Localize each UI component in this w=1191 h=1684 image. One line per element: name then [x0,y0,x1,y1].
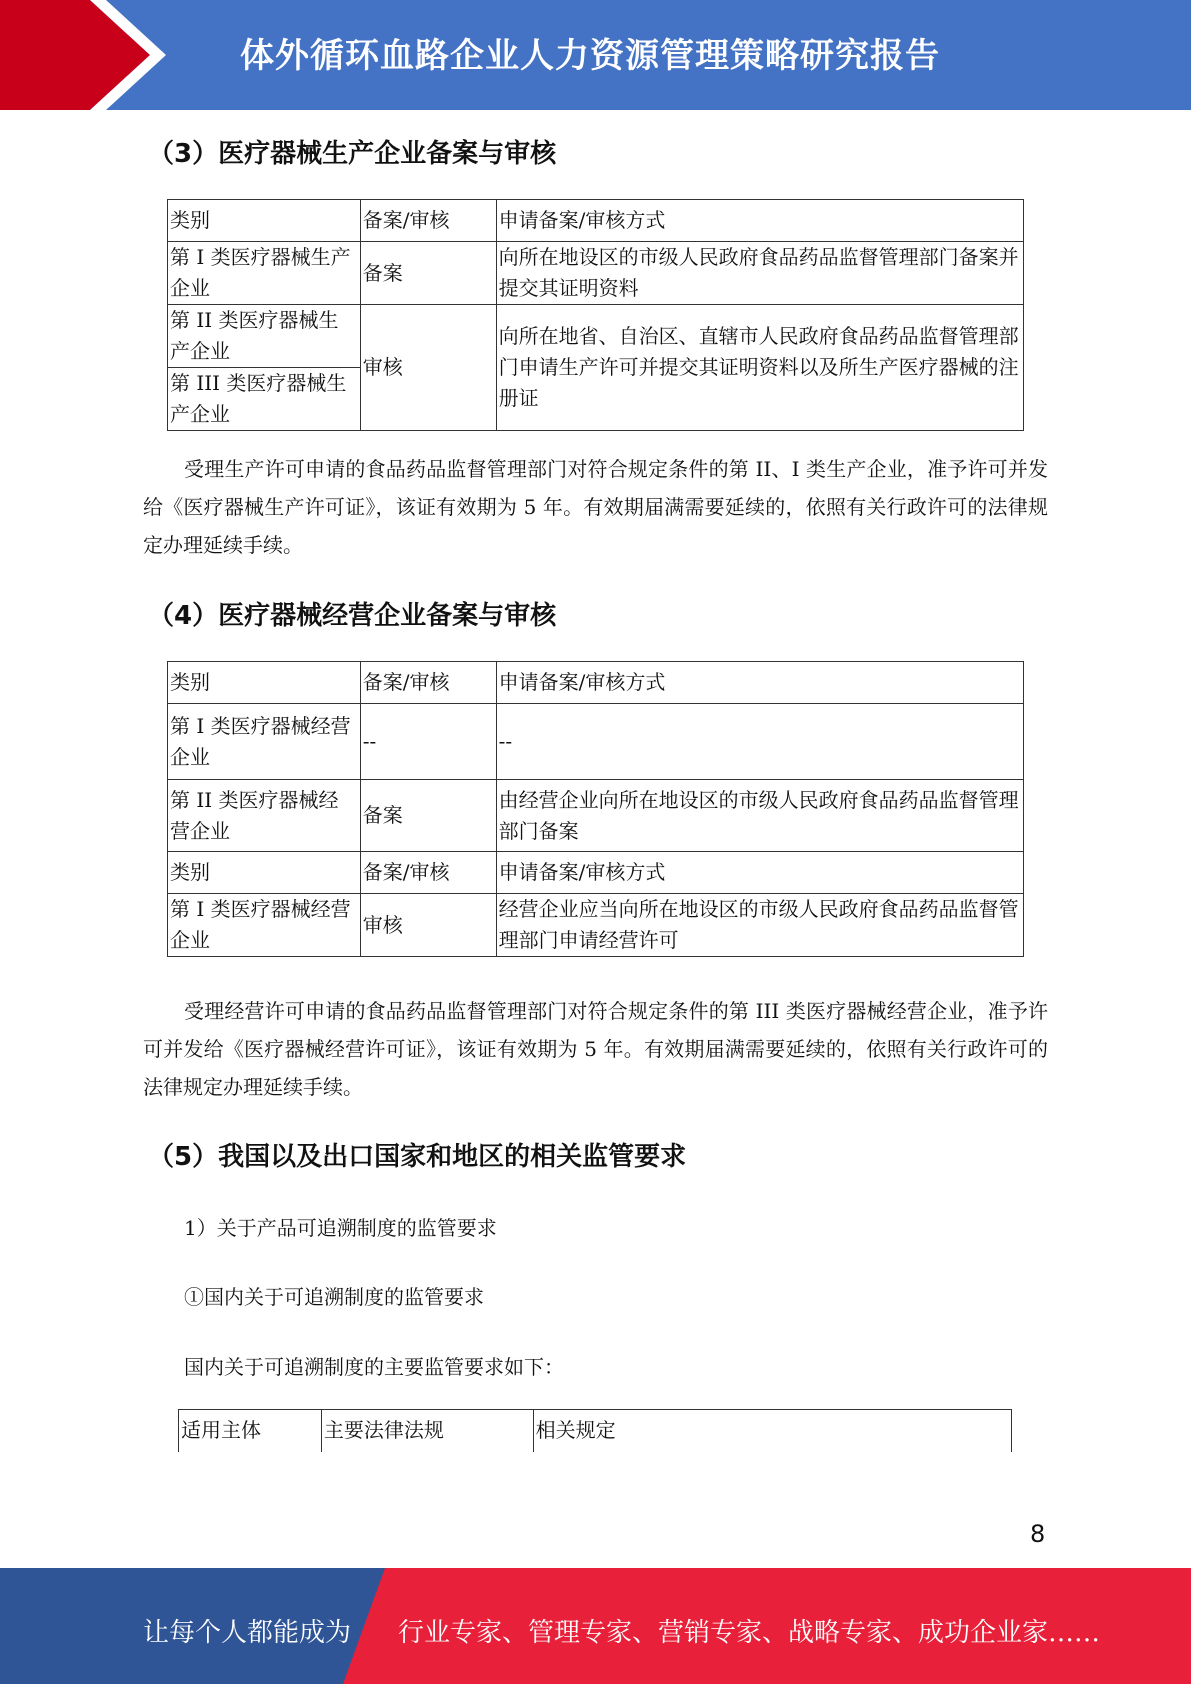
page-header [0,0,1191,110]
table-cell: 备案 [360,780,496,852]
table-cell: 第 II 类医疗器械生产企业 [168,305,361,368]
table-header-row [168,852,1024,894]
table-cell: -- [496,704,1023,780]
table-header-cell: 备案/审核 [360,200,496,242]
footer-slogan-right: 行业专家、管理专家、营销专家、战略专家、成功企业家…… [398,1618,1101,1648]
table-header-cell: 适用主体 [179,1410,322,1452]
table-cell: 审核 [360,894,496,957]
table-cell: 向所在地省、自治区、直辖市人民政府食品药品监督管理部门申请生产许可并提交其证明资料以及所生产医疗器械的注册证 [496,305,1023,431]
traceability-table [178,1409,1012,1452]
list-item: ①国内关于可追溯制度的监管要求 [184,1285,484,1309]
table-cell: 备案 [360,242,496,305]
table-cell: 经营企业应当向所在地设区的市级人民政府食品药品监督管理部门申请经营许可 [496,894,1023,957]
footer-slogan-left: 让每个人都能成为 [143,1618,352,1648]
table-cell: 第 I 类医疗器械经营企业 [168,704,361,780]
table-header-row [168,662,1024,704]
production-registration-table [167,199,1024,431]
table-cell: 第 I 类医疗器械生产企业 [168,242,361,305]
table-row [168,305,1024,368]
table-header-cell: 申请备案/审核方式 [496,852,1023,894]
table-row [168,780,1024,852]
table-cell: -- [360,704,496,780]
body-paragraph: 受理经营许可申请的食品药品监督管理部门对符合规定条件的第 III 类医疗器械经营企业，准予许可并发给《医疗器械经营许可证》，该证有效期为 5 年。有效期届满需要延续的，依照有关行政许可的法律规定办理延续手续。 [143,999,1048,1099]
table-header-cell: 主要法律法规 [321,1410,533,1452]
table-cell: 审核 [360,305,496,431]
table-header-cell: 相关规定 [533,1410,1011,1452]
page-number: 8 [1030,1520,1046,1548]
distribution-registration-table [167,661,1024,957]
table-header-cell: 备案/审核 [360,662,496,704]
page-footer [0,1568,1191,1684]
table-header-cell: 申请备案/审核方式 [496,662,1023,704]
table-cell: 第 III 类医疗器械生产企业 [168,368,361,431]
list-item: 1）关于产品可追溯制度的监管要求 [184,1216,497,1240]
table-cell: 由经营企业向所在地设区的市级人民政府食品药品监督管理部门备案 [496,780,1023,852]
list-item: 国内关于可追溯制度的主要监管要求如下： [184,1355,564,1379]
table-row [168,894,1024,957]
table-header-cell: 类别 [168,852,361,894]
table-row [168,704,1024,780]
table-header-row [179,1410,1012,1452]
body-paragraph: 受理生产许可申请的食品药品监督管理部门对符合规定条件的第 II、I 类生产企业，准予许可并发给《医疗器械生产许可证》，该证有效期为 5 年。有效期届满需要延续的，依照有关行政许可的法律规定办理延续手续。 [143,457,1048,557]
table-cell: 第 II 类医疗器械经营企业 [168,780,361,852]
table-header-row [168,200,1024,242]
section-heading: （5）我国以及出口国家和地区的相关监管要求 [148,1142,687,1172]
table-cell: 第 I 类医疗器械经营企业 [168,894,361,957]
section-heading: （3）医疗器械生产企业备案与审核 [148,139,557,169]
table-row [168,242,1024,305]
report-title: 体外循环血路企业人力资源管理策略研究报告 [240,36,940,76]
table-cell: 向所在地设区的市级人民政府食品药品监督管理部门备案并提交其证明资料 [496,242,1023,305]
table-header-cell: 类别 [168,200,361,242]
table-header-cell: 备案/审核 [360,852,496,894]
table-header-cell: 类别 [168,662,361,704]
table-header-cell: 申请备案/审核方式 [496,200,1023,242]
section-heading: （4）医疗器械经营企业备案与审核 [148,601,557,631]
